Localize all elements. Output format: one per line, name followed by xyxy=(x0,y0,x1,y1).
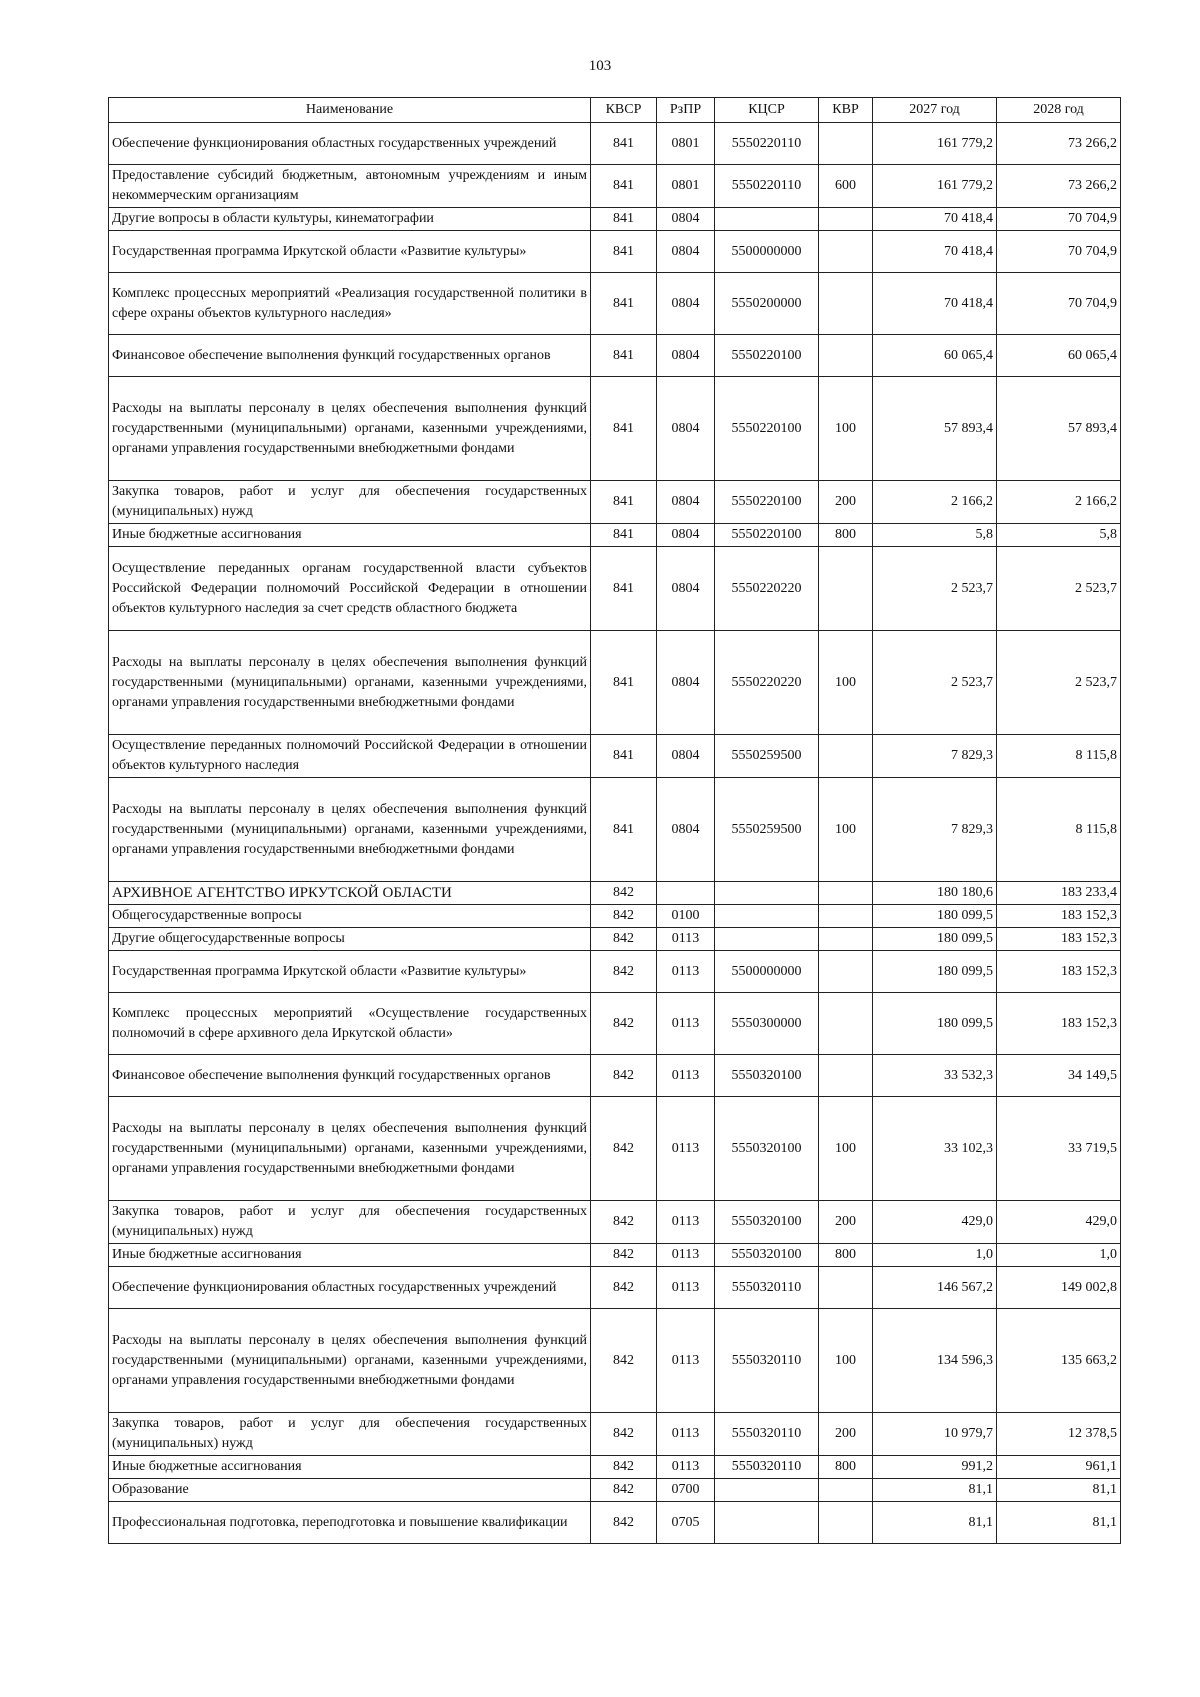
row-2028: 2 166,2 xyxy=(997,481,1121,524)
row-kcsr xyxy=(715,1479,819,1502)
row-2028: 149 002,8 xyxy=(997,1267,1121,1309)
table-row xyxy=(109,905,1121,928)
row-name: Расходы на выплаты персоналу в целях обеспечения выполнения функций государственными (муниципальными) органами, казенными учреждениями, органами управления государственными внебюджетными фондами xyxy=(109,778,591,882)
row-kvr xyxy=(819,1055,873,1097)
row-2027: 146 567,2 xyxy=(873,1267,997,1309)
row-kvsr: 842 xyxy=(591,1244,657,1267)
row-2028: 135 663,2 xyxy=(997,1309,1121,1413)
row-2028: 5,8 xyxy=(997,524,1121,547)
table-row xyxy=(109,1201,1121,1244)
row-kcsr: 5500000000 xyxy=(715,231,819,273)
row-2028: 429,0 xyxy=(997,1201,1121,1244)
row-rzpr: 0113 xyxy=(657,1201,715,1244)
table-row xyxy=(109,208,1121,231)
row-rzpr: 0113 xyxy=(657,951,715,993)
table-row xyxy=(109,1244,1121,1267)
row-2028: 60 065,4 xyxy=(997,335,1121,377)
table-row xyxy=(109,273,1121,335)
header-2027: 2027 год xyxy=(873,98,997,123)
table-row xyxy=(109,993,1121,1055)
row-rzpr: 0804 xyxy=(657,524,715,547)
row-kcsr: 5550259500 xyxy=(715,778,819,882)
row-2028: 183 152,3 xyxy=(997,905,1121,928)
row-kvsr: 842 xyxy=(591,1055,657,1097)
row-kvsr: 841 xyxy=(591,377,657,481)
row-2028: 34 149,5 xyxy=(997,1055,1121,1097)
header-2028: 2028 год xyxy=(997,98,1121,123)
row-name: Другие общегосударственные вопросы xyxy=(109,928,591,951)
row-name: АРХИВНОЕ АГЕНТСТВО ИРКУТСКОЙ ОБЛАСТИ xyxy=(109,882,591,905)
row-kvsr: 842 xyxy=(591,1097,657,1201)
row-2028: 2 523,7 xyxy=(997,547,1121,631)
row-kvr xyxy=(819,951,873,993)
budget-table xyxy=(108,97,1121,1544)
row-kcsr xyxy=(715,1502,819,1544)
row-kvsr: 841 xyxy=(591,547,657,631)
row-2028: 183 152,3 xyxy=(997,993,1121,1055)
row-kcsr: 5550220100 xyxy=(715,481,819,524)
row-kvr xyxy=(819,735,873,778)
row-rzpr: 0804 xyxy=(657,631,715,735)
row-kvr xyxy=(819,1267,873,1309)
row-2028: 8 115,8 xyxy=(997,735,1121,778)
row-rzpr: 0804 xyxy=(657,377,715,481)
row-kvr xyxy=(819,123,873,165)
row-2028: 57 893,4 xyxy=(997,377,1121,481)
row-2027: 180 180,6 xyxy=(873,882,997,905)
row-kvsr: 842 xyxy=(591,1502,657,1544)
row-2028: 73 266,2 xyxy=(997,123,1121,165)
row-2028: 70 704,9 xyxy=(997,273,1121,335)
row-name: Государственная программа Иркутской области «Развитие культуры» xyxy=(109,231,591,273)
row-2028: 1,0 xyxy=(997,1244,1121,1267)
row-2028: 183 152,3 xyxy=(997,928,1121,951)
row-rzpr: 0113 xyxy=(657,1097,715,1201)
row-rzpr: 0801 xyxy=(657,123,715,165)
row-name: Расходы на выплаты персоналу в целях обеспечения выполнения функций государственными (муниципальными) органами, казенными учреждениями, органами управления государственными внебюджетными фондами xyxy=(109,1097,591,1201)
row-2027: 1,0 xyxy=(873,1244,997,1267)
row-kvsr: 842 xyxy=(591,1309,657,1413)
table-row xyxy=(109,123,1121,165)
row-name: Закупка товаров, работ и услуг для обеспечения государственных (муниципальных) нужд xyxy=(109,481,591,524)
row-name: Иные бюджетные ассигнования xyxy=(109,1244,591,1267)
row-kvsr: 842 xyxy=(591,951,657,993)
row-name: Расходы на выплаты персоналу в целях обеспечения выполнения функций государственными (муниципальными) органами, казенными учреждениями, органами управления государственными внебюджетными фондами xyxy=(109,377,591,481)
row-kcsr xyxy=(715,905,819,928)
row-kvr: 100 xyxy=(819,1309,873,1413)
row-2027: 10 979,7 xyxy=(873,1413,997,1456)
row-kvr xyxy=(819,905,873,928)
row-kvr: 100 xyxy=(819,631,873,735)
row-2028: 183 233,4 xyxy=(997,882,1121,905)
row-kvsr: 841 xyxy=(591,231,657,273)
row-kvsr: 841 xyxy=(591,335,657,377)
row-kcsr: 5500000000 xyxy=(715,951,819,993)
row-2027: 991,2 xyxy=(873,1456,997,1479)
row-2028: 2 523,7 xyxy=(997,631,1121,735)
row-rzpr: 0700 xyxy=(657,1479,715,1502)
row-2027: 70 418,4 xyxy=(873,231,997,273)
row-rzpr: 0113 xyxy=(657,1309,715,1413)
row-name: Комплекс процессных мероприятий «Реализация государственной политики в сфере охраны объектов культурного наследия» xyxy=(109,273,591,335)
row-kvr: 200 xyxy=(819,481,873,524)
row-kcsr: 5550220110 xyxy=(715,123,819,165)
table-row xyxy=(109,882,1121,905)
row-2028: 8 115,8 xyxy=(997,778,1121,882)
row-name: Общегосударственные вопросы xyxy=(109,905,591,928)
row-kcsr: 5550320100 xyxy=(715,1244,819,1267)
row-kcsr: 5550320110 xyxy=(715,1267,819,1309)
row-kcsr: 5550220100 xyxy=(715,377,819,481)
row-name: Иные бюджетные ассигнования xyxy=(109,524,591,547)
row-kvr xyxy=(819,273,873,335)
row-2027: 33 102,3 xyxy=(873,1097,997,1201)
row-kvsr: 841 xyxy=(591,123,657,165)
row-2028: 81,1 xyxy=(997,1479,1121,1502)
row-2027: 134 596,3 xyxy=(873,1309,997,1413)
row-name: Профессиональная подготовка, переподготовка и повышение квалификации xyxy=(109,1502,591,1544)
row-2027: 180 099,5 xyxy=(873,928,997,951)
row-kcsr: 5550320110 xyxy=(715,1413,819,1456)
table-row xyxy=(109,547,1121,631)
table-row xyxy=(109,377,1121,481)
row-rzpr: 0113 xyxy=(657,1055,715,1097)
table-row xyxy=(109,1309,1121,1413)
row-2027: 70 418,4 xyxy=(873,208,997,231)
row-kvr xyxy=(819,1479,873,1502)
row-kvr: 100 xyxy=(819,1097,873,1201)
row-rzpr: 0804 xyxy=(657,208,715,231)
row-kvsr: 842 xyxy=(591,1267,657,1309)
table-row xyxy=(109,1267,1121,1309)
table-row xyxy=(109,165,1121,208)
row-rzpr: 0113 xyxy=(657,993,715,1055)
row-kcsr: 5550220100 xyxy=(715,335,819,377)
row-kcsr: 5550200000 xyxy=(715,273,819,335)
table-row xyxy=(109,231,1121,273)
table-header-row xyxy=(109,98,1121,123)
row-kvr xyxy=(819,993,873,1055)
row-kvsr: 841 xyxy=(591,778,657,882)
row-kvr: 600 xyxy=(819,165,873,208)
row-name: Обеспечение функционирования областных государственных учреждений xyxy=(109,1267,591,1309)
row-rzpr: 0804 xyxy=(657,735,715,778)
row-name: Финансовое обеспечение выполнения функций государственных органов xyxy=(109,1055,591,1097)
row-kvr: 100 xyxy=(819,778,873,882)
row-2028: 70 704,9 xyxy=(997,208,1121,231)
row-kvsr: 842 xyxy=(591,1456,657,1479)
row-kcsr xyxy=(715,208,819,231)
row-name: Комплекс процессных мероприятий «Осуществление государственных полномочий в сфере архивного дела Иркутской области» xyxy=(109,993,591,1055)
row-kvr: 800 xyxy=(819,524,873,547)
row-kcsr: 5550220220 xyxy=(715,631,819,735)
table-row xyxy=(109,1413,1121,1456)
row-2028: 81,1 xyxy=(997,1502,1121,1544)
row-kcsr: 5550320110 xyxy=(715,1456,819,1479)
row-rzpr: 0705 xyxy=(657,1502,715,1544)
row-name: Осуществление переданных полномочий Российской Федерации в отношении объектов культурного наследия xyxy=(109,735,591,778)
row-2027: 7 829,3 xyxy=(873,735,997,778)
row-kvsr: 842 xyxy=(591,928,657,951)
page-number: 103 xyxy=(588,58,612,74)
row-kvr xyxy=(819,547,873,631)
row-2027: 81,1 xyxy=(873,1502,997,1544)
row-kvsr: 842 xyxy=(591,882,657,905)
row-name: Предоставление субсидий бюджетным, автономным учреждениям и иным некоммерческим организациям xyxy=(109,165,591,208)
row-kcsr: 5550320100 xyxy=(715,1055,819,1097)
row-rzpr: 0804 xyxy=(657,273,715,335)
row-kvsr: 841 xyxy=(591,735,657,778)
table-row xyxy=(109,1456,1121,1479)
row-kvsr: 841 xyxy=(591,481,657,524)
row-name: Образование xyxy=(109,1479,591,1502)
row-name: Финансовое обеспечение выполнения функций государственных органов xyxy=(109,335,591,377)
row-kcsr: 5550320100 xyxy=(715,1201,819,1244)
row-kcsr: 5550300000 xyxy=(715,993,819,1055)
row-kvr: 200 xyxy=(819,1413,873,1456)
row-kcsr xyxy=(715,882,819,905)
row-2027: 70 418,4 xyxy=(873,273,997,335)
row-2027: 81,1 xyxy=(873,1479,997,1502)
header-name: Наименование xyxy=(109,98,591,123)
row-2028: 70 704,9 xyxy=(997,231,1121,273)
row-2028: 73 266,2 xyxy=(997,165,1121,208)
row-2028: 33 719,5 xyxy=(997,1097,1121,1201)
row-kvsr: 841 xyxy=(591,208,657,231)
row-2027: 5,8 xyxy=(873,524,997,547)
row-kcsr: 5550320110 xyxy=(715,1309,819,1413)
row-2027: 180 099,5 xyxy=(873,993,997,1055)
row-name: Закупка товаров, работ и услуг для обеспечения государственных (муниципальных) нужд xyxy=(109,1201,591,1244)
row-kvr xyxy=(819,208,873,231)
table-row xyxy=(109,1479,1121,1502)
table-row xyxy=(109,631,1121,735)
row-rzpr: 0113 xyxy=(657,1413,715,1456)
row-2027: 161 779,2 xyxy=(873,165,997,208)
header-kvr: КВР xyxy=(819,98,873,123)
row-kvr xyxy=(819,928,873,951)
row-kvsr: 841 xyxy=(591,524,657,547)
table-row xyxy=(109,928,1121,951)
row-rzpr: 0113 xyxy=(657,1267,715,1309)
row-rzpr: 0804 xyxy=(657,231,715,273)
row-2027: 429,0 xyxy=(873,1201,997,1244)
row-kvr: 200 xyxy=(819,1201,873,1244)
table-row xyxy=(109,481,1121,524)
row-kcsr: 5550220220 xyxy=(715,547,819,631)
row-kvr xyxy=(819,335,873,377)
row-rzpr: 0804 xyxy=(657,778,715,882)
row-kcsr: 5550220100 xyxy=(715,524,819,547)
row-rzpr xyxy=(657,882,715,905)
row-2027: 57 893,4 xyxy=(873,377,997,481)
row-kcsr: 5550259500 xyxy=(715,735,819,778)
row-name: Иные бюджетные ассигнования xyxy=(109,1456,591,1479)
row-2027: 180 099,5 xyxy=(873,951,997,993)
row-kvr: 800 xyxy=(819,1244,873,1267)
row-kvsr: 842 xyxy=(591,1413,657,1456)
header-rzpr: РзПР xyxy=(657,98,715,123)
row-name: Осуществление переданных органам государственной власти субъектов Российской Федерации полномочий Российской Федерации в отношении объектов культурного наследия за счет средств областного бюджета xyxy=(109,547,591,631)
row-kvr: 800 xyxy=(819,1456,873,1479)
row-kvsr: 841 xyxy=(591,273,657,335)
row-kvr xyxy=(819,1502,873,1544)
row-rzpr: 0100 xyxy=(657,905,715,928)
row-2027: 2 166,2 xyxy=(873,481,997,524)
row-kvsr: 842 xyxy=(591,1479,657,1502)
row-kvsr: 842 xyxy=(591,905,657,928)
row-rzpr: 0804 xyxy=(657,547,715,631)
row-2028: 183 152,3 xyxy=(997,951,1121,993)
row-name: Обеспечение функционирования областных государственных учреждений xyxy=(109,123,591,165)
row-2027: 2 523,7 xyxy=(873,547,997,631)
row-name: Государственная программа Иркутской области «Развитие культуры» xyxy=(109,951,591,993)
row-kcsr xyxy=(715,928,819,951)
header-kvsr: КВСР xyxy=(591,98,657,123)
row-rzpr: 0801 xyxy=(657,165,715,208)
row-kvsr: 841 xyxy=(591,165,657,208)
row-2027: 60 065,4 xyxy=(873,335,997,377)
row-rzpr: 0113 xyxy=(657,1456,715,1479)
row-2027: 7 829,3 xyxy=(873,778,997,882)
table-row xyxy=(109,1055,1121,1097)
row-2027: 2 523,7 xyxy=(873,631,997,735)
table-row xyxy=(109,735,1121,778)
table-row xyxy=(109,1502,1121,1544)
row-kvr xyxy=(819,231,873,273)
row-rzpr: 0113 xyxy=(657,1244,715,1267)
row-rzpr: 0804 xyxy=(657,335,715,377)
row-kcsr: 5550320100 xyxy=(715,1097,819,1201)
header-kcsr: КЦСР xyxy=(715,98,819,123)
table-row xyxy=(109,778,1121,882)
row-kcsr: 5550220110 xyxy=(715,165,819,208)
row-name: Расходы на выплаты персоналу в целях обеспечения выполнения функций государственными (муниципальными) органами, казенными учреждениями, органами управления государственными внебюджетными фондами xyxy=(109,1309,591,1413)
table-row xyxy=(109,335,1121,377)
row-rzpr: 0113 xyxy=(657,928,715,951)
row-kvsr: 842 xyxy=(591,993,657,1055)
table-row xyxy=(109,951,1121,993)
row-kvr: 100 xyxy=(819,377,873,481)
table-row xyxy=(109,524,1121,547)
row-2027: 180 099,5 xyxy=(873,905,997,928)
table-row xyxy=(109,1097,1121,1201)
row-2028: 961,1 xyxy=(997,1456,1121,1479)
row-kvsr: 842 xyxy=(591,1201,657,1244)
row-name: Другие вопросы в области культуры, кинематографии xyxy=(109,208,591,231)
row-name: Закупка товаров, работ и услуг для обеспечения государственных (муниципальных) нужд xyxy=(109,1413,591,1456)
row-2027: 33 532,3 xyxy=(873,1055,997,1097)
row-kvr xyxy=(819,882,873,905)
row-kvsr: 841 xyxy=(591,631,657,735)
row-2028: 12 378,5 xyxy=(997,1413,1121,1456)
row-2027: 161 779,2 xyxy=(873,123,997,165)
row-rzpr: 0804 xyxy=(657,481,715,524)
row-name: Расходы на выплаты персоналу в целях обеспечения выполнения функций государственными (муниципальными) органами, казенными учреждениями, органами управления государственными внебюджетными фондами xyxy=(109,631,591,735)
